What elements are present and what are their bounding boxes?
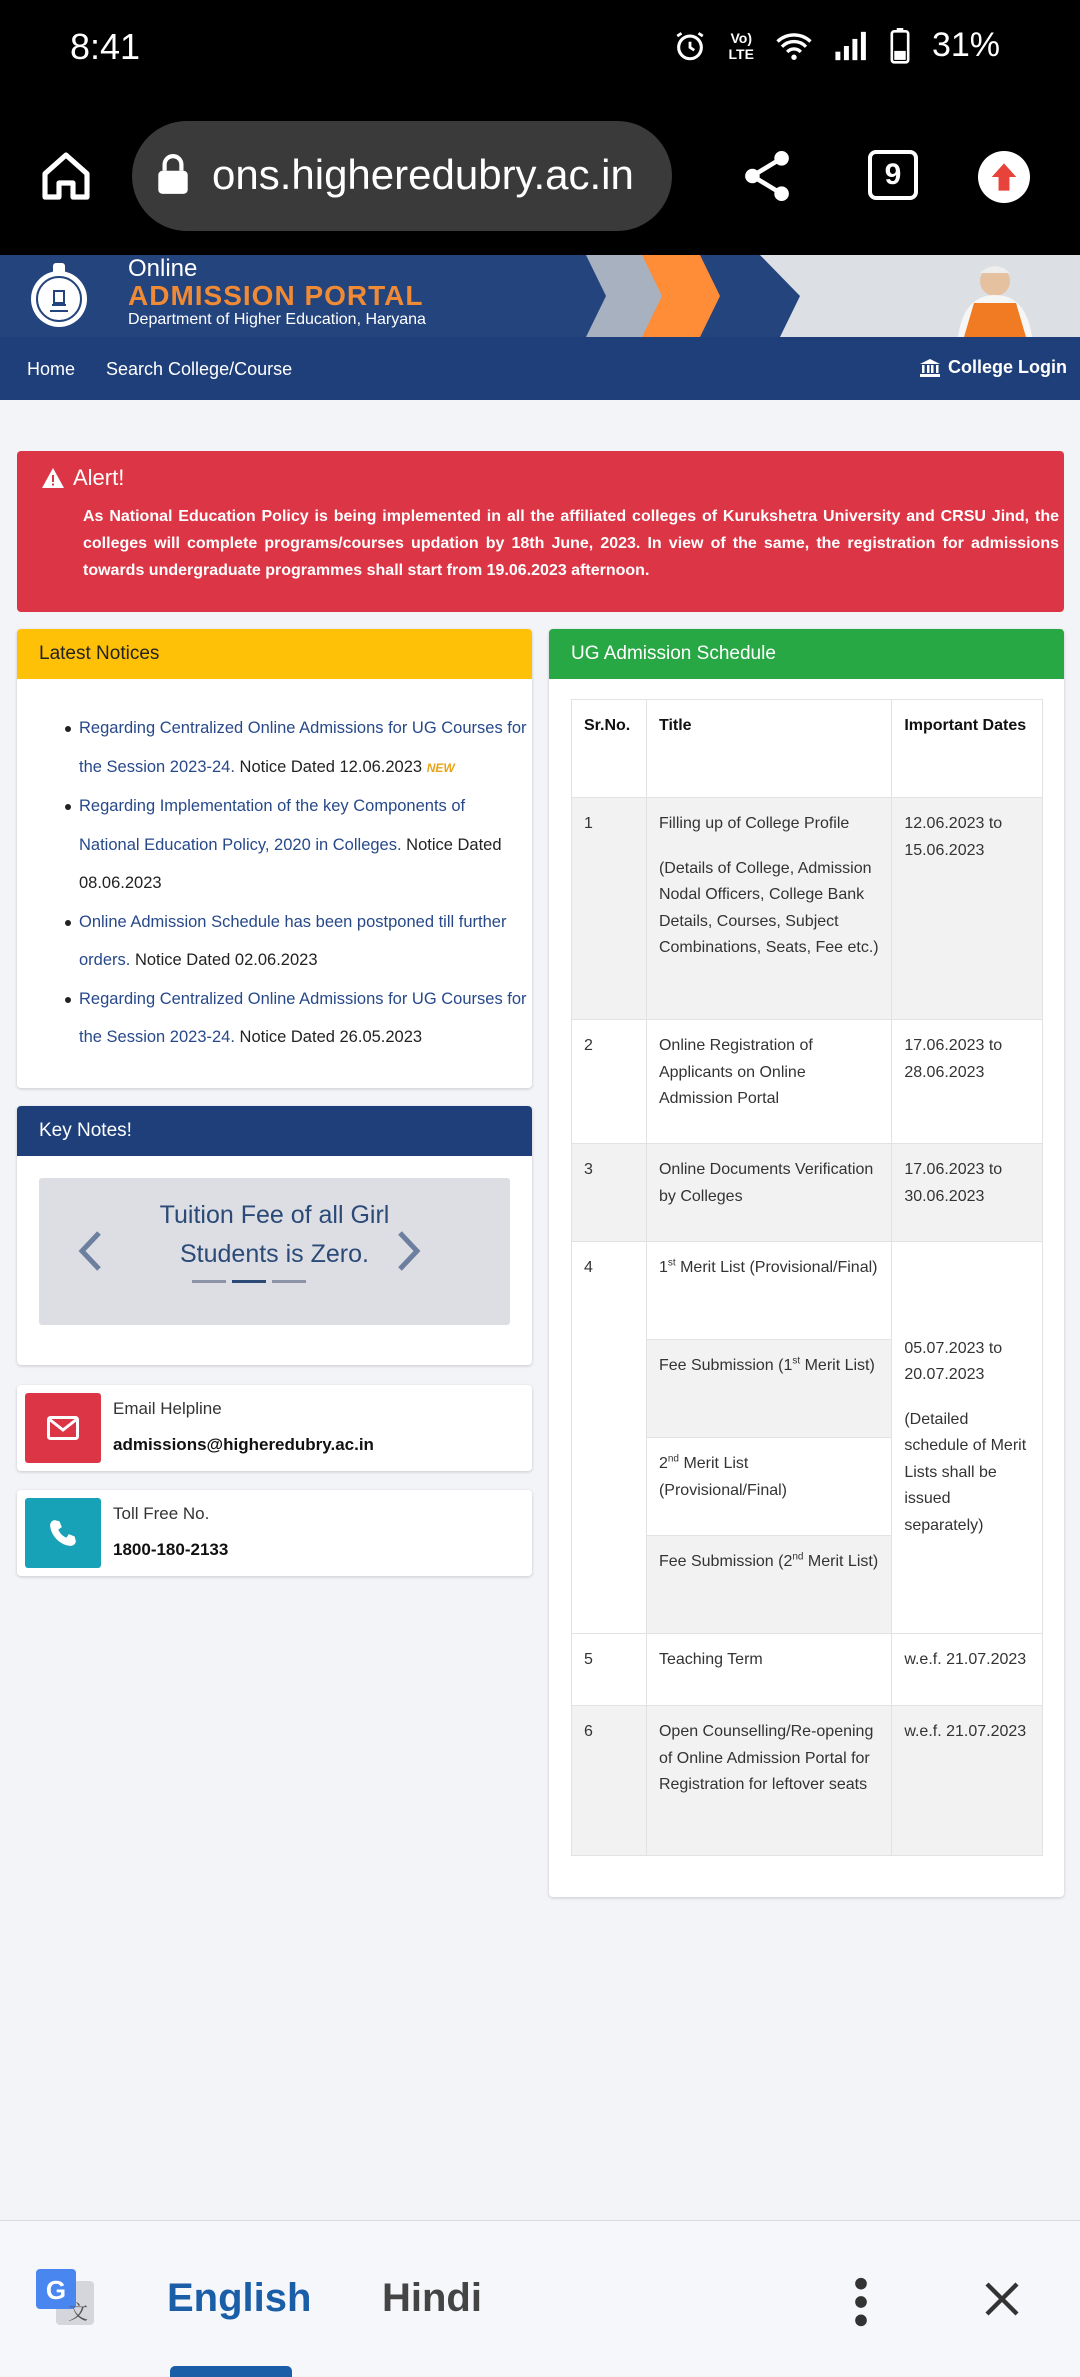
notice-link[interactable]: Regarding Implementation of the key Components of National Education Policy, 2020 in Colleges. — [79, 797, 466, 854]
status-bar — [0, 0, 1080, 100]
carousel-indicator[interactable] — [272, 1280, 306, 1283]
nav-bar — [0, 337, 1080, 400]
carousel-slide-text: Tuition Fee of all Girl Students is Zero. — [159, 1201, 390, 1268]
haryana-emblem-icon — [26, 259, 92, 333]
clock: 8:41 — [70, 26, 141, 67]
row-dates: w.e.f. 21.07.2023 — [892, 1634, 1043, 1706]
email-helpline-card — [17, 1385, 532, 1471]
col-header-srno: Sr.No. — [572, 700, 647, 798]
status-icons — [673, 26, 1000, 65]
row-dates: 17.06.2023 to 30.06.2023 — [892, 1144, 1043, 1242]
ug-schedule-heading: UG Admission Schedule — [549, 629, 1064, 679]
phone-icon — [49, 1519, 77, 1547]
google-translate-icon[interactable] — [34, 2267, 98, 2331]
notice-date: Notice Dated 08.06.2023 — [79, 835, 502, 892]
table-row — [572, 1706, 1043, 1856]
volte-indicator: Vo) LTE — [728, 29, 754, 62]
row-srno: 1 — [572, 798, 647, 1020]
table-row — [572, 1144, 1043, 1242]
browser-toolbar — [0, 100, 1080, 255]
row-srno: 2 — [572, 1020, 647, 1144]
institution-icon — [920, 359, 940, 377]
department-name: Department of Higher Education, Haryana — [128, 311, 426, 328]
row-title: Teaching Term — [646, 1634, 891, 1706]
notice-link[interactable]: Online Admission Schedule has been postponed till further orders. — [79, 912, 507, 969]
translate-lang-english[interactable]: English — [167, 2276, 312, 2320]
table-row — [572, 798, 1043, 1020]
latest-notices-heading: Latest Notices — [17, 629, 532, 679]
battery-icon — [890, 28, 910, 64]
close-icon[interactable] — [982, 2279, 1022, 2319]
email-helpline-label: Email Helpline — [113, 1399, 222, 1418]
row-srno: 4 — [572, 1242, 647, 1634]
envelope-icon — [47, 1414, 79, 1442]
row-title: Online Documents Verification by Colleges — [646, 1144, 891, 1242]
signal-icon — [834, 31, 868, 61]
carousel-indicator-active[interactable] — [232, 1280, 266, 1283]
notice-item — [79, 709, 529, 787]
col-header-dates: Important Dates — [892, 700, 1043, 798]
nav-home[interactable]: Home — [27, 359, 76, 379]
table-header-row — [572, 700, 1043, 798]
tollfree-card — [17, 1490, 532, 1576]
key-notes-card — [17, 1106, 532, 1365]
row-dates: w.e.f. 21.07.2023 — [892, 1706, 1043, 1856]
decorative-chevrons — [580, 255, 1080, 337]
row-srno: 3 — [572, 1144, 647, 1242]
nav-search-college[interactable]: Search College/Course — [106, 359, 293, 379]
more-options-icon[interactable] — [846, 2277, 876, 2327]
arrow-up-icon — [990, 162, 1018, 192]
carousel-indicator[interactable] — [192, 1280, 226, 1283]
row-title: Fee Submission (2nd Merit List) — [646, 1536, 891, 1634]
notice-list — [79, 709, 529, 1057]
notice-date: Notice Dated 26.05.2023 — [234, 1028, 423, 1046]
college-login-link[interactable] — [920, 357, 1067, 378]
alert-box — [17, 451, 1064, 612]
alarm-icon — [673, 29, 707, 63]
tollfree-number[interactable]: 1800-180-2133 — [113, 1540, 229, 1559]
new-badge: NEW — [426, 760, 455, 775]
row-dates: 17.06.2023 to 28.06.2023 — [892, 1020, 1043, 1144]
key-notes-heading: Key Notes! — [17, 1106, 532, 1156]
notice-item — [79, 903, 529, 980]
wifi-icon — [776, 31, 812, 61]
address-bar[interactable] — [132, 121, 672, 231]
battery-percent: 31% — [931, 26, 1000, 64]
tollfree-label: Toll Free No. — [113, 1504, 210, 1523]
url-text: ons.higheredubry.ac.in — [212, 151, 634, 198]
translate-bar — [0, 2220, 1080, 2376]
lock-icon — [156, 154, 190, 196]
svg-text:文: 文 — [68, 2300, 88, 2324]
svg-text:G: G — [45, 2275, 67, 2305]
site-banner — [0, 255, 1080, 337]
tab-switcher-button[interactable]: 9 — [868, 150, 918, 200]
email-icon-box — [25, 1393, 101, 1463]
translate-lang-hindi[interactable]: Hindi — [382, 2276, 482, 2320]
row-dates: 05.07.2023 to 20.07.2023 (Detailed schedule of Merit Lists shall be issued separately) — [892, 1242, 1043, 1634]
row-srno: 5 — [572, 1634, 647, 1706]
row-title: Open Counselling/Re-opening of Online Admission Portal for Registration for leftover seats — [646, 1706, 891, 1856]
carousel-next-icon[interactable] — [396, 1230, 422, 1272]
home-icon[interactable] — [38, 148, 94, 204]
table-row — [572, 1020, 1043, 1144]
row-dates: 12.06.2023 to 15.06.2023 — [892, 798, 1043, 1020]
alert-title: Alert! — [41, 465, 124, 491]
notice-link[interactable]: Regarding Centralized Online Admissions for UG Courses for the Session 2023-24. — [79, 989, 527, 1046]
update-button[interactable] — [978, 151, 1030, 203]
ug-schedule-card — [549, 629, 1064, 1897]
header-online: Online — [128, 255, 198, 282]
table-row — [572, 1242, 1043, 1340]
warning-icon — [41, 467, 65, 489]
notice-link[interactable]: Regarding Centralized Online Admissions for UG Courses for the Session 2023-24. — [79, 719, 527, 776]
share-icon[interactable] — [742, 148, 792, 204]
row-title: Online Registration of Applicants on Online Admission Portal — [646, 1020, 891, 1144]
schedule-table — [571, 699, 1043, 1856]
alert-message: As National Education Policy is being implemented in all the affiliated colleges of Kurukshetra University and CRSU Jind, the colleges will complete programs/courses updation by 18th June, 2023. In view of the same, the registration for admissions towards undergraduate programmes shall start from 19.06.2023 afternoon. — [83, 508, 1059, 579]
latest-notices-card — [17, 629, 532, 1088]
college-login-label: College Login — [948, 357, 1067, 377]
email-address[interactable]: admissions@higheredubry.ac.in — [113, 1435, 374, 1454]
row-title: 2nd Merit List (Provisional/Final) — [646, 1438, 891, 1536]
row-title: Filling up of College Profile (Details of College, Admission Nodal Officers, College Bank Details, Courses, Subject Combinations, Seats, Fee etc.) — [646, 798, 891, 1020]
row-srno: 6 — [572, 1706, 647, 1856]
selected-language-indicator — [170, 2366, 292, 2377]
key-notes-carousel — [39, 1178, 510, 1325]
row-title: 1st Merit List (Provisional/Final) — [646, 1242, 891, 1340]
row-title: Fee Submission (1st Merit List) — [646, 1340, 891, 1438]
notice-item — [79, 980, 529, 1057]
table-row — [572, 1634, 1043, 1706]
carousel-prev-icon[interactable] — [77, 1230, 103, 1272]
portal-title: ADMISSION PORTAL — [128, 280, 424, 311]
notice-date: Notice Dated 12.06.2023 — [234, 757, 423, 776]
notice-date: Notice Dated 02.06.2023 — [130, 951, 318, 969]
col-header-title: Title — [646, 700, 891, 798]
notice-item — [79, 787, 529, 903]
phone-icon-box — [25, 1498, 101, 1568]
